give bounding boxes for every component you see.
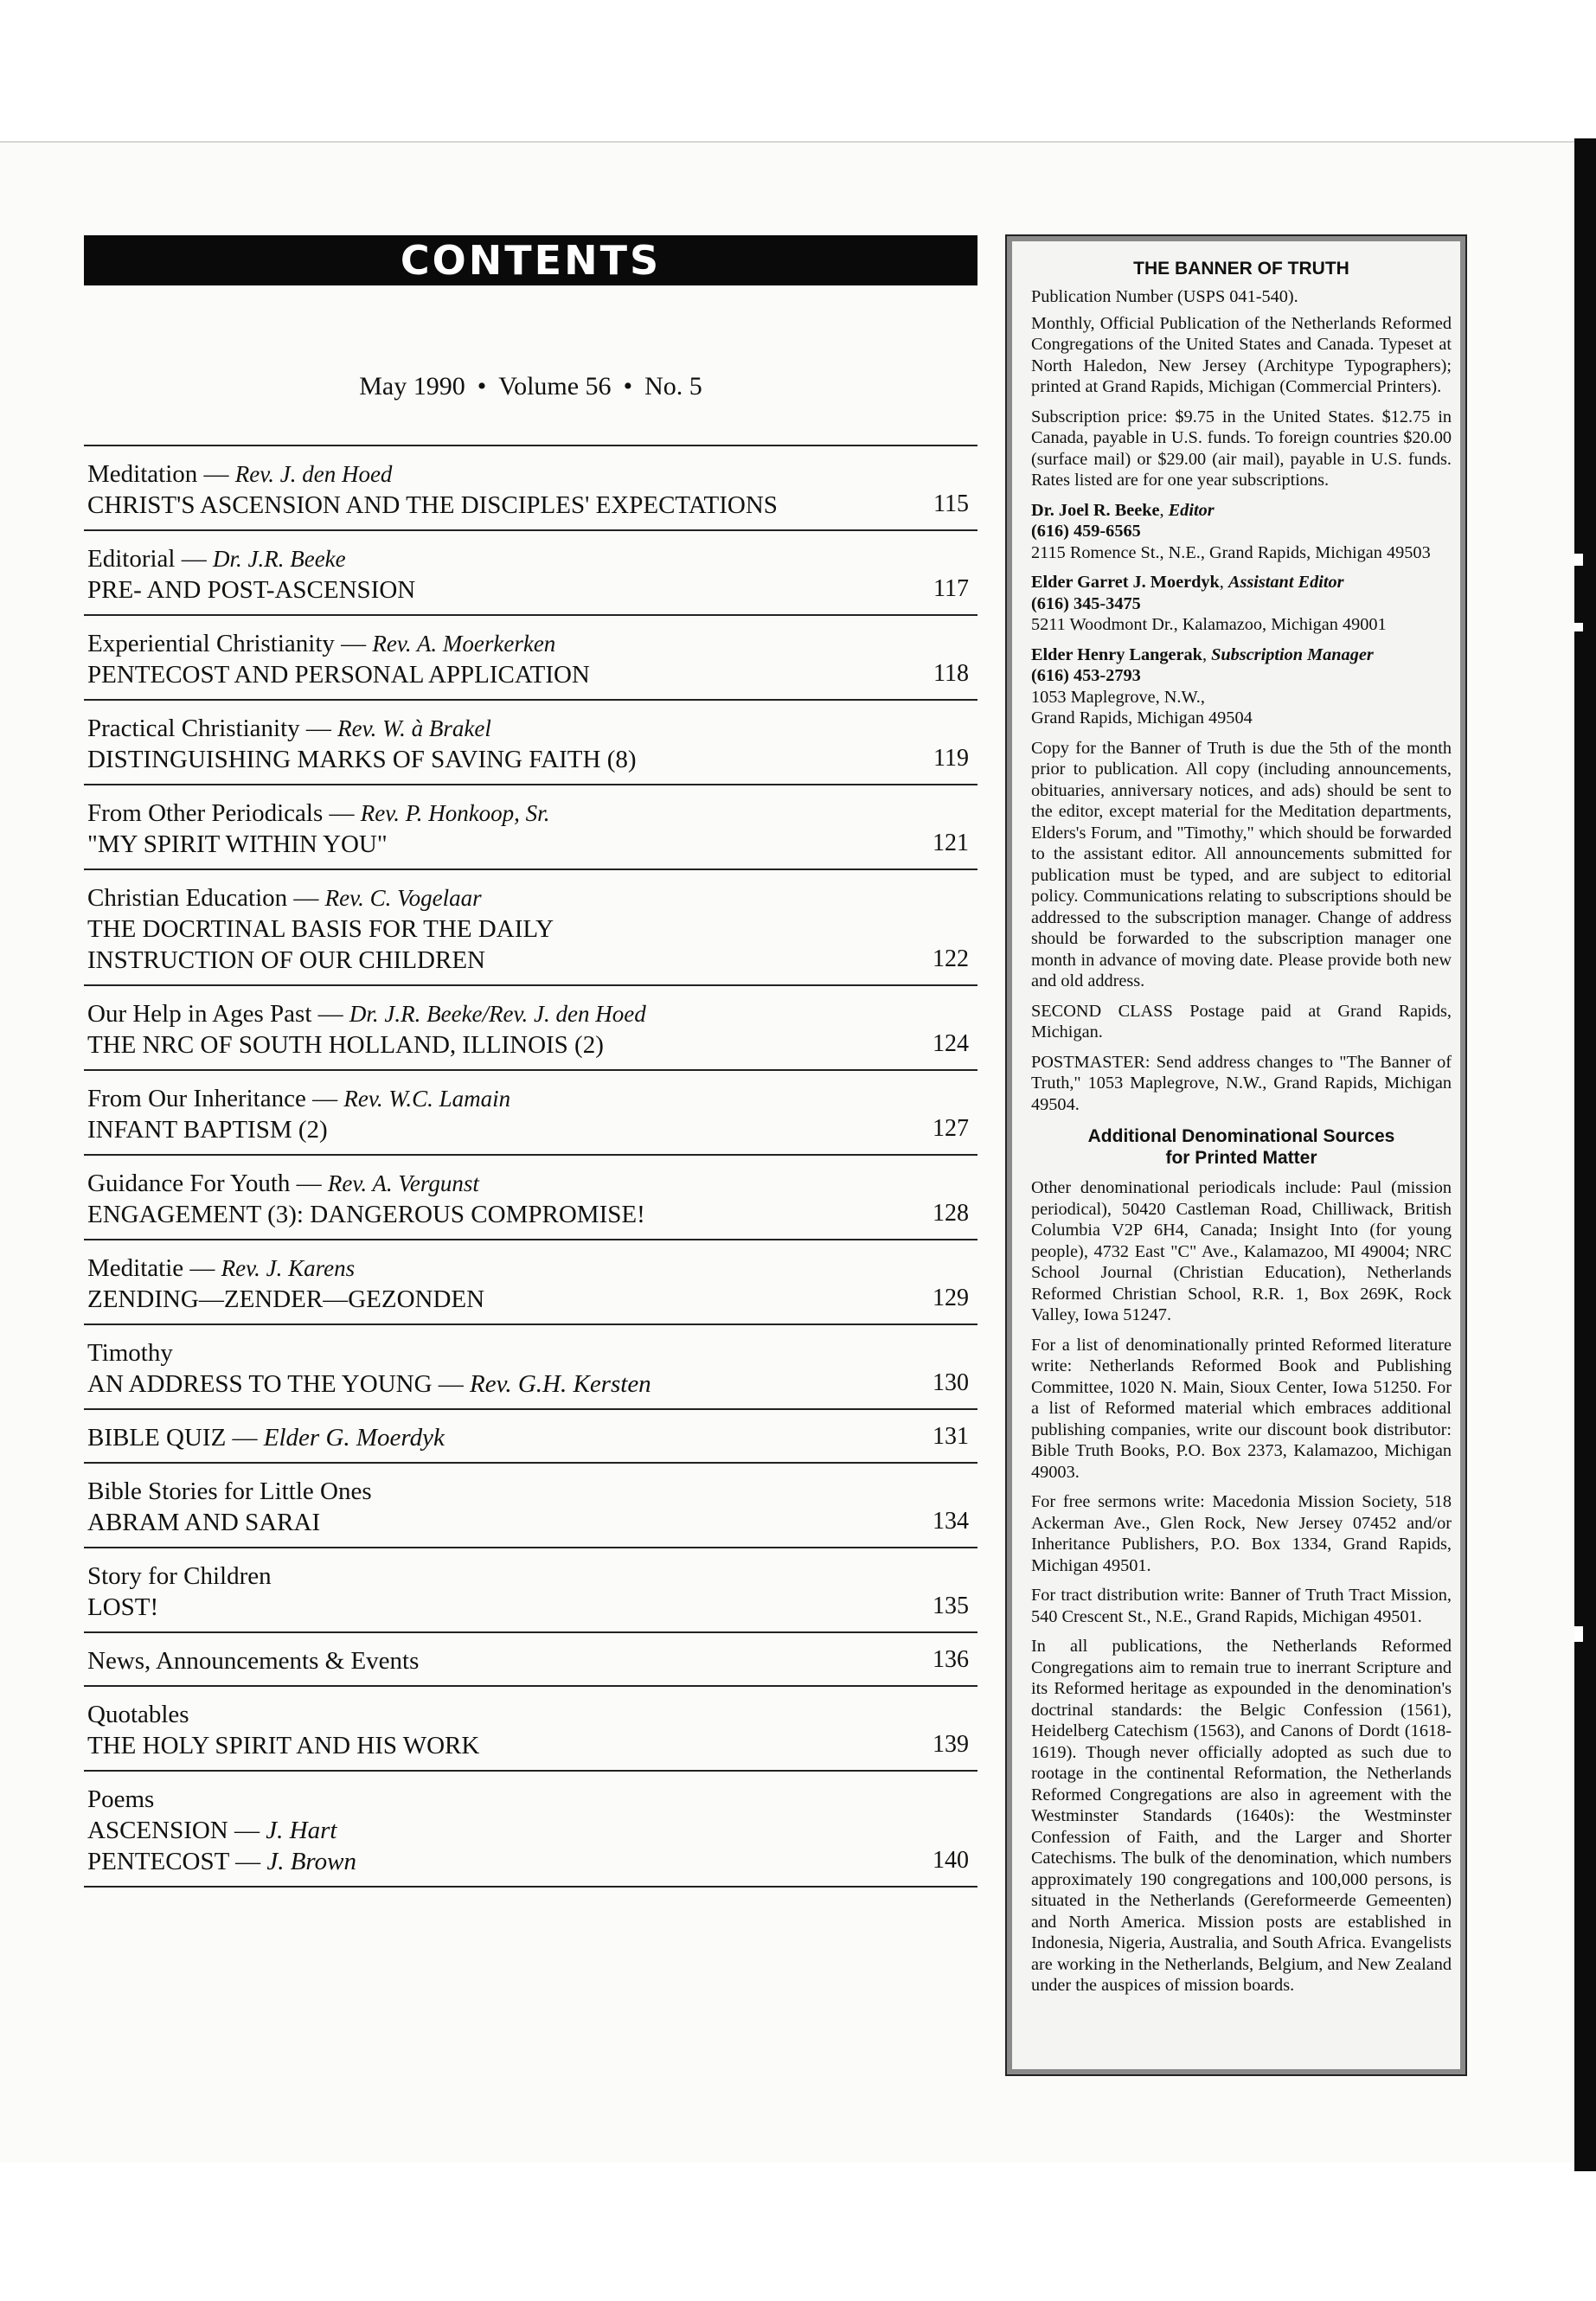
toc-department: Meditation — Rev. J. den Hoed	[87, 460, 393, 488]
issue-volume: Volume 56	[498, 372, 612, 401]
toc-department: Guidance For Youth — Rev. A. Vergunst	[87, 1170, 479, 1197]
toc-page-number: 117	[933, 575, 969, 602]
toc-author: Rev. P. Honkoop, Sr.	[360, 800, 550, 826]
toc-title: ABRAM AND SARAI	[87, 1509, 321, 1536]
toc-page-number: 122	[933, 945, 969, 972]
toc-page-number: 127	[933, 1115, 969, 1142]
toc-entry[interactable]	[84, 1772, 977, 1888]
toc-department: Our Help in Ages Past — Dr. J.R. Beeke/Rev. J. den Hoed	[87, 1000, 646, 1028]
toc-author: Dr. J.R. Beeke	[212, 546, 346, 572]
toc-department: Timothy	[87, 1339, 173, 1367]
staff-subscription-manager: Elder Henry Langerak, Subscription Manager (616) 453-2793 1053 Maplegrove, N.W., Grand Rapids, Michigan 49504	[1031, 644, 1374, 727]
issue-separator: •	[477, 372, 487, 401]
toc-department: Quotables	[87, 1701, 189, 1728]
toc-title: AN ADDRESS TO THE YOUNG — Rev. G.H. Kersten	[87, 1370, 651, 1398]
toc-page-number: 118	[933, 660, 969, 687]
masthead-box	[1005, 234, 1467, 2076]
issue-number: No. 5	[644, 372, 702, 401]
toc-department: From Other Periodicals — Rev. P. Honkoop, Sr.	[87, 799, 550, 827]
toc-author: Rev. W. à Brakel	[337, 715, 491, 741]
toc-page-number: 135	[933, 1593, 969, 1619]
toc-title: LOST!	[87, 1593, 159, 1621]
toc-department: Story for Children	[87, 1562, 272, 1590]
toc-page-number: 136	[933, 1646, 969, 1673]
masthead-title: THE BANNER OF TRUTH	[1133, 259, 1349, 279]
toc-entry[interactable]	[84, 1633, 977, 1687]
toc-page-number: 130	[933, 1369, 969, 1396]
toc-entry[interactable]	[84, 1240, 977, 1325]
toc-page-number: 131	[933, 1423, 969, 1450]
staff-editor: Dr. Joel R. Beeke, Editor (616) 459-6565 2115 Romence St., N.E., Grand Rapids, Michigan 49503	[1031, 500, 1431, 562]
toc-title: THE DOCRTINAL BASIS FOR THE DAILY	[87, 915, 554, 943]
sermons-note: For free sermons write: Macedonia Mission Society, 518 Ackerman Ave., Glen Rock, New Jersey 07452 and/or Inheritance Publishers, P.O. Box 1334, Grand Rapids, Michigan 49501.	[1031, 1492, 1452, 1575]
publication-description: Monthly, Official Publication of the Netherlands Reformed Congregations of the United States and Canada. Typeset at North Haledon, New Jersey (Architype Typographers); printed at Grand Rapids, Michigan (Commercial Printers).	[1031, 313, 1452, 396]
toc-title: PRE- AND POST-ASCENSION	[87, 576, 416, 604]
toc-page-number: 140	[933, 1847, 969, 1874]
issue-line	[84, 372, 977, 410]
toc-page-number: 119	[933, 745, 969, 772]
toc-department: News, Announcements & Events	[87, 1647, 420, 1675]
toc-department: Bible Stories for Little Ones	[87, 1477, 372, 1505]
toc-entry[interactable]	[84, 1464, 977, 1548]
toc-entry[interactable]	[84, 1548, 977, 1633]
contents-banner	[84, 235, 977, 285]
toc-entry[interactable]	[84, 870, 977, 986]
publication-number: Publication Number (USPS 041-540).	[1031, 287, 1298, 306]
toc-author: Rev. A. Vergunst	[327, 1170, 479, 1196]
toc-author: Rev. J. Karens	[221, 1255, 356, 1281]
toc-title: CHRIST'S ASCENSION AND THE DISCIPLES' EXPECTATIONS	[87, 491, 778, 519]
contents-column	[84, 235, 977, 1888]
toc-entry[interactable]	[84, 1156, 977, 1240]
toc-title: THE HOLY SPIRIT AND HIS WORK	[87, 1732, 480, 1759]
toc-department: Christian Education — Rev. C. Vogelaar	[87, 884, 482, 912]
postmaster-note: POSTMASTER: Send address changes to "The Banner of Truth," 1053 Maplegrove, N.W., Grand Rapids, Michigan 49504.	[1031, 1052, 1452, 1114]
toc-author: Rev. C. Vogelaar	[324, 885, 482, 911]
toc-page-number: 129	[933, 1285, 969, 1311]
doctrinal-statement: In all publications, the Netherlands Reformed Congregations aim to remain true to inerrant Scripture and its Reformed heritage as expounded in the denomination's doctrinal standards: the Belgic Confession (1561), Heidelberg Catechism (1563), and Canons of Dordt (1618-1619). Though never officially adopted as such due to rootage in the continental Reformation, the Netherlands Reformed Congregations are also in agreement with the Westminster Standards (1640s): the Westminster Confession of Faith, and the Larger and Shorter Catechisms. The bulk of the denomination, which numbers approximately 190 congregations and 100,000 persons, is situated in the Netherlands (Gereformeerde Gemeenten) and North America. Mission posts are established in Indonesia, Nigeria, Australia, and South Africa. Evangelists are working in the Netherlands, Belgium, and New Zealand under the auspices of mission boards.	[1031, 1637, 1452, 1995]
toc-title: ENGAGEMENT (3): DANGEROUS COMPROMISE!	[87, 1201, 645, 1228]
toc-author: J. Brown	[266, 1848, 356, 1875]
tracts-note: For tract distribution write: Banner of Truth Tract Mission, 540 Crescent St., N.E., Grand Rapids, Michigan 49501.	[1031, 1586, 1452, 1626]
toc-author: Dr. J.R. Beeke/Rev. J. den Hoed	[349, 1001, 646, 1027]
toc-department: Editorial — Dr. J.R. Beeke	[87, 545, 346, 573]
toc-title: THE NRC OF SOUTH HOLLAND, ILLINOIS (2)	[87, 1031, 604, 1059]
toc-title: PENTECOST AND PERSONAL APPLICATION	[87, 661, 590, 689]
toc-entry[interactable]	[84, 1071, 977, 1156]
toc-entry[interactable]	[84, 986, 977, 1071]
toc-page-number: 134	[933, 1508, 969, 1535]
toc-title: BIBLE QUIZ — Elder G. Moerdyk	[87, 1424, 445, 1452]
toc-title-line-2: PENTECOST — J. Brown	[87, 1848, 356, 1875]
toc-entry[interactable]	[84, 616, 977, 701]
toc-page-number: 128	[933, 1200, 969, 1227]
toc-title: ASCENSION — J. Hart	[87, 1817, 337, 1844]
toc-page-number: 139	[933, 1731, 969, 1758]
toc-entry[interactable]	[84, 785, 977, 870]
issue-separator: •	[623, 372, 633, 401]
scan-edge	[1574, 138, 1596, 2171]
postage-note: SECOND CLASS Postage paid at Grand Rapids, Michigan.	[1031, 1001, 1452, 1042]
toc-title: DISTINGUISHING MARKS OF SAVING FAITH (8)	[87, 746, 637, 773]
toc-entry[interactable]	[84, 531, 977, 616]
toc-title: "MY SPIRIT WITHIN YOU"	[87, 830, 388, 858]
toc-page-number: 115	[933, 490, 969, 517]
toc-entry[interactable]	[84, 701, 977, 785]
toc-title: ZENDING—ZENDER—GEZONDEN	[87, 1285, 485, 1313]
periodicals-note: Other denominational periodicals include: Paul (mission periodical), 50420 Castleman Road, Chilliwack, British Columbia V2P 6H4, Canada; Insight Into (for young people), 4732 East "C" Ave., Kalamazoo, MI 49004; NRC School Journal (Christian Education), Netherlands Reformed Christian School, R.R. 1, Box 269K, Rock Valley, Iowa 51247.	[1031, 1178, 1452, 1324]
toc-author: Rev. A. Moerkerken	[372, 631, 556, 657]
toc-author: Rev. J. den Hoed	[234, 461, 393, 487]
issue-date: May 1990	[359, 372, 465, 401]
copy-deadline-note: Copy for the Banner of Truth is due the 5th of the month prior to publication. All copy (including announcements, obituaries, anniversary notices, and ads) should be sent to the editor, except material for the Meditation departments, Elders's Forum, and "Timothy," which should be forwarded to the assistant editor. All announcements submitted for publication must be typed, and are subject to editorial policy. Communications relating to subscriptions should be addressed to the subscription manager. Change of address should be forwarded to the subscription manager one month in advance of moving date. Please provide both new and old address.	[1031, 738, 1452, 990]
toc-entry[interactable]	[84, 446, 977, 531]
toc-entry[interactable]	[84, 1410, 977, 1464]
toc-entry[interactable]	[84, 1687, 977, 1772]
toc-title-line-2: INSTRUCTION OF OUR CHILDREN	[87, 946, 485, 974]
toc-department: Practical Christianity — Rev. W. à Brakel	[87, 715, 491, 742]
contents-heading: CONTENTS	[400, 237, 662, 284]
toc-author: J. Hart	[266, 1817, 337, 1844]
toc-department: From Our Inheritance — Rev. W.C. Lamain	[87, 1085, 511, 1112]
staff-assistant-editor: Elder Garret J. Moerdyk, Assistant Editor (616) 345-3475 5211 Woodmont Dr., Kalamazoo, Michigan 49001	[1031, 573, 1387, 634]
toc-author: Rev. W.C. Lamain	[343, 1086, 511, 1112]
toc-entry[interactable]	[84, 1325, 977, 1410]
toc-page-number: 124	[933, 1030, 969, 1057]
literature-note: For a list of denominationally printed Reformed literature write: Netherlands Reformed Book and Publishing Committee, 1020 N. Main, Sioux Center, Iowa 51250. For a list of Reformed material which embraces additional publishing companies, write our discount book distributor: Bible Truth Books, P.O. Box 2373, Kalamazoo, Michigan 49003.	[1031, 1335, 1452, 1482]
subscription-price: Subscription price: $9.75 in the United States. $12.75 in Canada, payable in U.S. funds. To foreign countries $20.00 (surface mail) or $29.00 (air mail), payable in U.S. funds. Rates listed are for one year subscriptions.	[1031, 407, 1452, 490]
toc-department: Poems	[87, 1785, 155, 1813]
toc-department: Meditatie — Rev. J. Karens	[87, 1254, 356, 1282]
toc-department: Experiential Christianity — Rev. A. Moerkerken	[87, 630, 556, 657]
toc-author: Elder G. Moerdyk	[263, 1424, 445, 1452]
sources-heading: Additional Denominational Sources for Printed Matter	[1087, 1126, 1395, 1168]
toc-author: Rev. G.H. Kersten	[470, 1370, 651, 1398]
toc-page-number: 121	[933, 830, 969, 856]
toc-title: INFANT BAPTISM (2)	[87, 1116, 328, 1144]
